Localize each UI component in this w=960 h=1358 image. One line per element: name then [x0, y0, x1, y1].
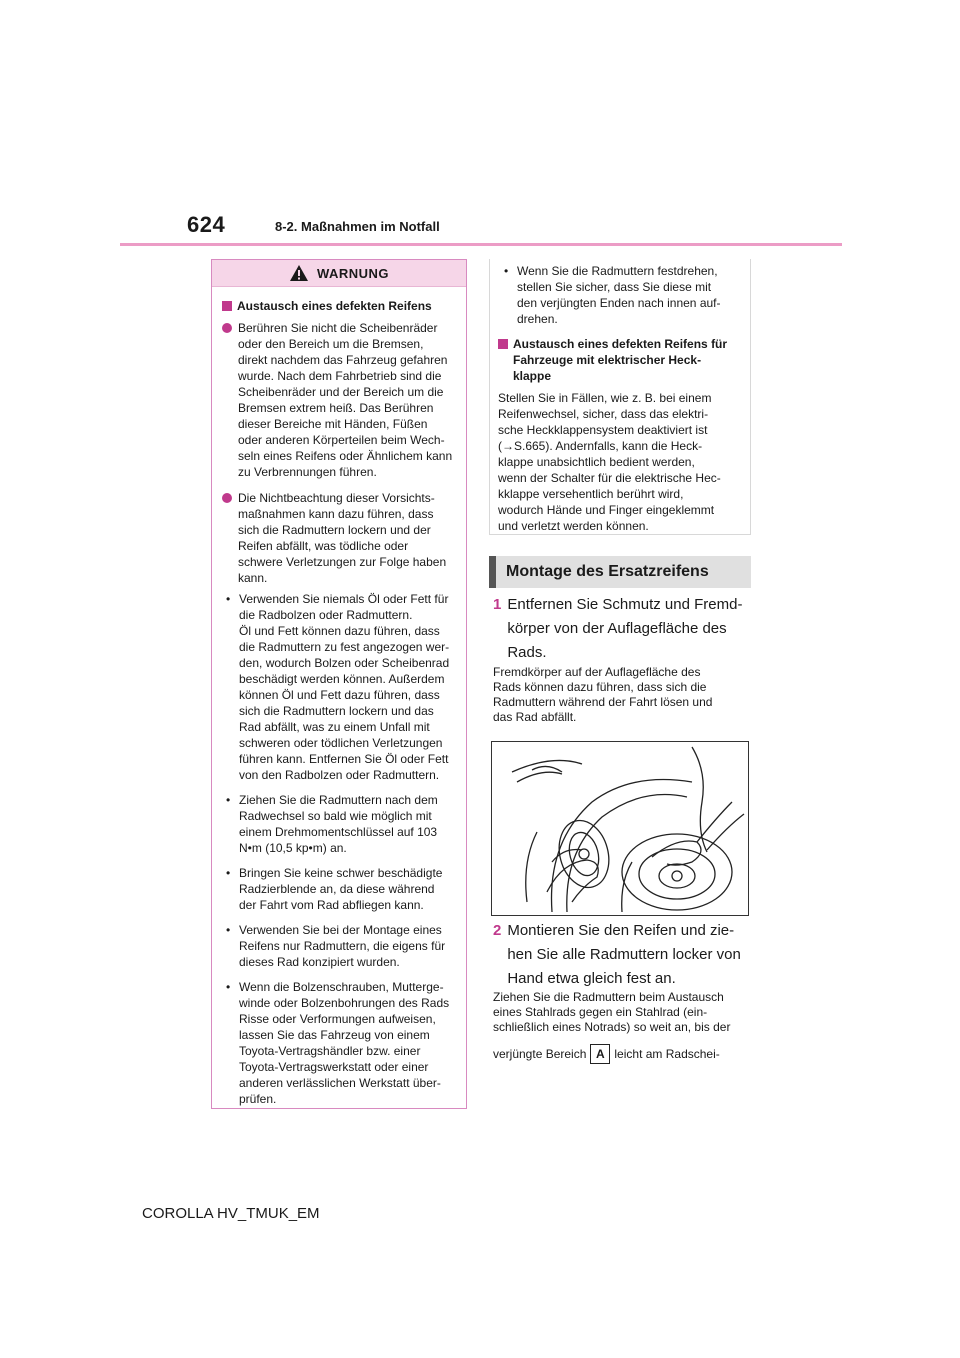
continuation-subheading — [498, 336, 740, 384]
step-1-description: Fremdkörper auf der Auflagefläche des Rads können dazu führen, dass sich die Radmuttern während der Fahrt lösen und das Rad abfällt. — [493, 665, 713, 724]
warning-icon — [289, 264, 309, 282]
continuation-text-after: leicht am Radschei- — [614, 1047, 720, 1061]
square-bullet-icon — [498, 339, 508, 349]
circle-bullet-icon — [222, 323, 232, 333]
warning-bullet-item — [222, 591, 460, 783]
warning-bullet-text: Verwenden Sie bei der Montage eines Reifens nur Radmuttern, die eigens für dieses Rad konzipiert wurden. — [239, 923, 446, 969]
warning-continuation-box — [489, 259, 751, 535]
warning-title: WARNUNG — [316, 265, 390, 281]
step-number: 1 — [493, 596, 502, 613]
continuation-subheading-text: Austausch eines defekten Reifens für Fahrzeuge mit elektrischer Heck- klappe — [513, 337, 728, 383]
section-title: 8-2. Maßnahmen im Notfall — [275, 219, 440, 234]
bullet-icon: • — [504, 264, 509, 278]
warning-bullet-text: Ziehen Sie die Radmuttern nach dem Radwechsel so bald wie möglich mit einem Drehmomentschlüssel auf 103 N•m (10,5 kp•m) an. — [239, 793, 438, 855]
square-bullet-icon — [222, 301, 232, 311]
warning-bullet-item — [222, 792, 460, 856]
step-2 — [493, 919, 741, 991]
bullet-icon: • — [226, 866, 231, 880]
warning-bullet-text: Bringen Sie keine schwer beschädigte Radzierblende an, da diese während der Fahrt vom Rad abfliegen kann. — [239, 866, 443, 912]
step-2-description: Ziehen Sie die Radmuttern beim Austausch eines Stahlrads gegen ein Stahlrad (ein- schließlich eines Notrads) so weit an, bis der — [493, 990, 731, 1034]
warning-dot-text: Die Nichtbeachtung dieser Vorsichts- maßnahmen kann dazu führen, dass sich die Radmuttern lockern und der Reifen abfällt, was tödliche oder schwere Verletzungen zur Folge haben kann. — [238, 491, 447, 585]
warning-bullet-item — [222, 865, 460, 913]
step-1 — [493, 593, 742, 665]
wheel-cleaning-drawing — [492, 742, 747, 914]
warning-bullet-item — [222, 979, 460, 1107]
right-column — [489, 259, 751, 535]
warning-subheading — [222, 298, 460, 314]
continuation-text-before: verjüngte Bereich — [493, 1047, 587, 1061]
warning-bullet-item — [222, 922, 460, 970]
continuation-bullet-text: Wenn Sie die Radmuttern festdrehen, stellen Sie sicher, dass Sie diese mit den verjüngten Enden nach innen auf- drehen. — [517, 264, 721, 326]
bullet-icon: • — [226, 923, 231, 937]
step-number: 2 — [493, 922, 502, 939]
warning-dot-item — [222, 490, 460, 586]
bullet-icon: • — [226, 980, 231, 994]
header-rule — [120, 243, 842, 246]
page-number: 624 — [187, 212, 226, 237]
warning-bullet-text: Wenn die Bolzenschrauben, Mutterge- winde oder Bolzenbohrungen des Rads Risse oder Verformungen aufweisen, lassen Sie das Fahrzeug von einem Toyota-Vertragshändler bzw. einer Toyota-Vertragswerkstatt oder einer anderen verlässlichen Werkstatt über- prüfen. — [239, 980, 450, 1106]
section-heading — [489, 556, 751, 588]
step-2-continuation — [493, 1044, 720, 1064]
continuation-bullet-item — [498, 263, 740, 327]
wheel-illustration — [491, 741, 749, 916]
bullet-icon: • — [226, 592, 231, 606]
footer-model: COROLLA HV_TMUK_EM — [142, 1205, 320, 1222]
warning-subheading-text: Austausch eines defekten Reifens — [237, 299, 432, 313]
continuation-paragraph: Stellen Sie in Fällen, wie z. B. bei einem Reifenwechsel, sicher, dass das elektri- sche Heckklappensystem deaktiviert ist (→S.665). Andernfalls, kann die Heck- klappe unabsichtlich bedient werden, wenn der Schalter für die elektrische Hec- kklappe versehentlich berührt wird, wodurch Hände und Finger eingeklemmt und verletzt werden können. — [498, 391, 721, 533]
warning-dot-text: Berühren Sie nicht die Scheibenräder oder den Bereich um die Bremsen, direkt nachdem das Fahrzeug gefahren wurde. Nach dem Fahrbetrieb sind die Scheibenräder und der Bereich um die Bremsen extrem heiß. Das Berühren dieser Bereiche mit Händen, Füßen oder anderen Körperteilen beim Wech- seln eines Reifens oder Ähnlichem kann zu Verbrennungen führen. — [238, 321, 453, 479]
warning-header — [212, 260, 466, 287]
step-text: Entfernen Sie Schmutz und Fremd- körper von der Auflagefläche des Rads. — [507, 596, 743, 661]
label-a-badge: A — [590, 1044, 610, 1064]
bullet-icon: • — [226, 793, 231, 807]
warning-dot-item — [222, 320, 460, 480]
step-text: Montieren Sie den Reifen und zie- hen Sie alle Radmuttern locker von Hand etwa gleich fest an. — [507, 922, 741, 987]
warning-bullet-text: Verwenden Sie niemals Öl oder Fett für die Radbolzen oder Radmuttern. Öl und Fett können dazu führen, dass die Radmuttern zu fest angezogen wer- den, wodurch Bolzen oder Scheibenrad beschädigt werden können. Außerdem können Öl und Fett dazu führen, dass sich die Radmuttern lockern und das Rad abfällt, was zu einem Unfall mit schweren oder tödlichen Verletzungen führen kann. Entfernen Sie Öl oder Fett von den Radbolzen oder Radmuttern. — [239, 592, 450, 782]
circle-bullet-icon — [222, 493, 232, 503]
warning-box — [211, 259, 467, 1109]
section-heading-text: Montage des Ersatzreifens — [506, 563, 709, 580]
